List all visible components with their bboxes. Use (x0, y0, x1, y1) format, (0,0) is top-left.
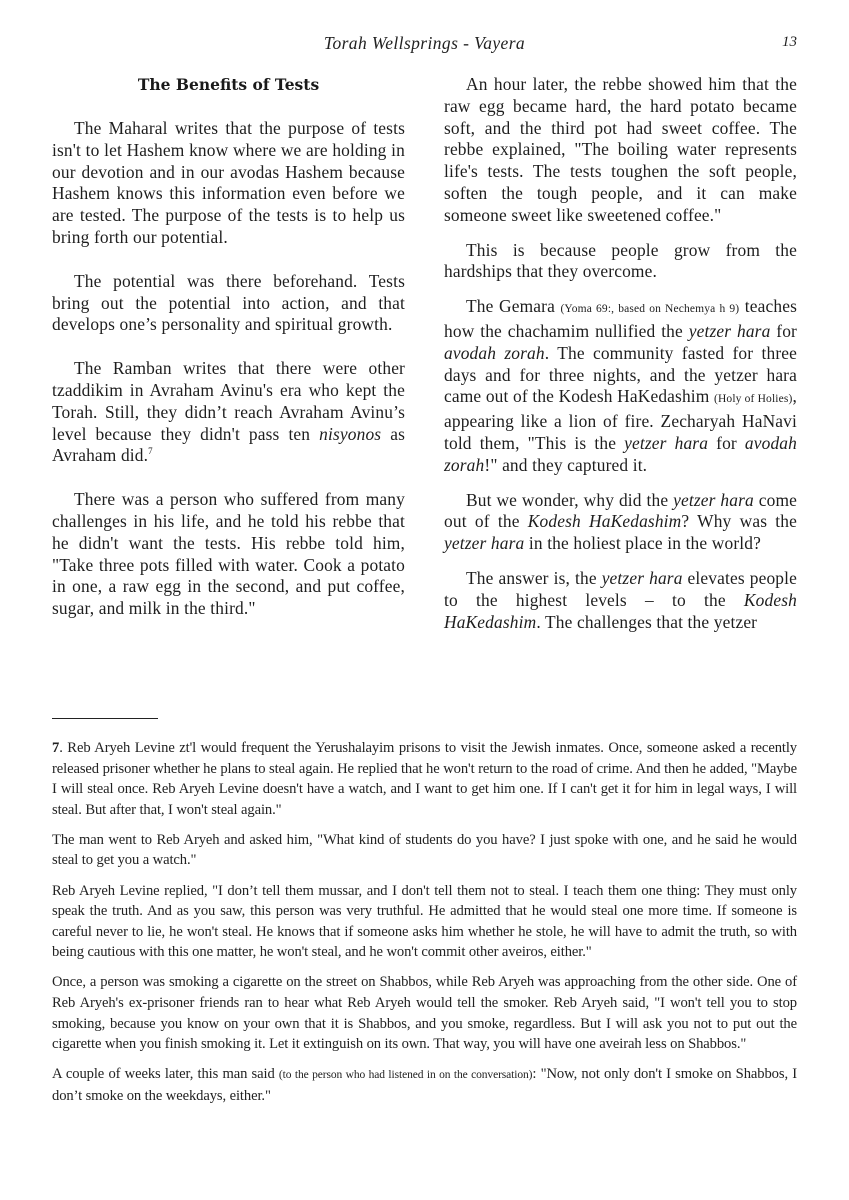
footnote-paragraph (52, 1064, 797, 1106)
paragraph-potential: The potential was there beforehand. Tests bring out the potential into action, and that develops one’s personality and spiritual growth. (52, 270, 405, 335)
footnote-paragraph: Reb Aryeh Levine replied, "I don’t tell them mussar, and I don't tell them not to steal. I teach them one thing: They must only speak the truth. And as you saw, this person was very truthful. He admitted that he would steal one more time. If someone is careful never to lie, he won't steal. He knows that if someone asks him whether he stole, he will have to admit the truth, so with being cautious with this one matter, he won't steal, and he won't commit other aveiros, either." (52, 882, 797, 961)
text: !" and they captured it. (484, 454, 648, 475)
paragraph-ramban (52, 358, 405, 467)
paragraph-answer (444, 568, 797, 633)
paragraph-hour-later: An hour later, the rebbe showed him that the raw egg became hard, the hard potato became soft, and the third pot had sweet coffee. The rebbe explained, "The boiling water represents life's tests. The tests toughen the soft people, soften the tough people, and it can make someone sweet like sweetened coffee." (444, 74, 797, 225)
italic-term: avodah zorah (444, 432, 798, 475)
text: in the holiest place in the world? (524, 533, 761, 554)
italic-term: nisyonos (319, 423, 382, 444)
footnote-paragraph: Once, a person was smoking a cigarette on the street on Shabbos, while Reb Aryeh was approaching from the other side. One of Reb Aryeh's ex-prisoner friends ran to hear what Reb Aryeh would tell the smoker. Reb Aryeh said, "I won't tell you to stop smoking, because you know on your own that it is Shabbos, and you smoke, regardless. But I will ask you not to put out the cigarette when you finish smoking it. Let it extinguish on its own. That way, you will have one aveirah less on Shabbos." (52, 974, 797, 1053)
text: ? Why was the (681, 511, 798, 532)
text: teaches how the chachamim nullified the (444, 296, 798, 341)
text: come out of the (444, 489, 798, 532)
text: The Ramban writes that there were other tzaddikim in Avraham Avinu's era who kept the Torah. Still, they didn’t reach Avraham Avinu’s level because they didn't pass ten (52, 358, 405, 444)
italic-term: Kodesh HaKedashim (444, 589, 797, 632)
italic-term: yetzer hara (601, 567, 683, 588)
italic-term: yetzer hara (444, 533, 525, 554)
text: for (708, 432, 745, 453)
left-column (52, 74, 405, 620)
paragraph-wonder (444, 490, 797, 555)
text: A couple of weeks later, this man said (52, 1066, 279, 1083)
text: The Gemara (466, 296, 561, 317)
italic-term: yetzer hara (688, 320, 771, 341)
text: The answer is, the (466, 567, 602, 588)
text: . The challenges that the yetzer (536, 611, 758, 632)
paragraph-maharal: The Maharal writes that the purpose of tests isn't to let Hashem know where we are holding in our devotion and in our avodas Hashem because Hashem knows this information even before we are tested. The purpose of the tests is to help us bring forth our potential. (52, 118, 405, 247)
paragraph-three-pots: There was a person who suffered from many challenges in his life, and he told his rebbe that he didn't want the tests. His rebbe told him, "Take three pots filled with water. Cook a potato in one, a raw egg in the second, and put coffee, sugar, and milk in the third." (52, 489, 405, 619)
aside-note: (to the person who had listened in on the conversation) (278, 1069, 533, 1082)
text: , appearing like a lion of fire. Zecharyah HaNavi told them, "This is the (444, 386, 797, 453)
text: as Avraham did. (52, 423, 405, 466)
footnotes (52, 738, 797, 1116)
italic-term: Kodesh HaKedashim (527, 511, 682, 532)
italic-term: yetzer hara (624, 432, 709, 453)
paragraph-gemara (444, 296, 797, 476)
text: : "Now, not only don't I smoke on Shabbos, I don’t smoke on the weekdays, either." (52, 1066, 798, 1104)
italic-term: avodah zorah (444, 342, 545, 363)
footnote-paragraph: The man went to Reb Aryeh and asked him, "What kind of students do you have? I just spoke with one, and he said he would steal to get you a watch." (52, 831, 797, 869)
text: for (770, 320, 797, 341)
text: elevates people to the highest levels – to the (444, 567, 797, 610)
running-header (0, 33, 849, 57)
text: But we wonder, why did the (466, 489, 674, 510)
italic-term: yetzer hara (673, 489, 754, 510)
translation-note: (Holy of Holies) (714, 393, 793, 406)
paragraph-grow: This is because people grow from the hardships that they overcome. (444, 239, 797, 282)
footnote-number: 7 (52, 740, 60, 756)
text: . Reb Aryeh Levine zt'l would frequent the Yerushalayim prisons to visit the Jewish inmates. Once, someone asked a recently released prisoner whether he plans to steal again. He replied that he won't return to the road of crime. And then he added, "Maybe I will steal once. Reb Aryeh Levine doesn't have a watch, and I want to get him one. If I can't get it for him in legal ways, I will steal. But after that, I won't steal again." (52, 740, 797, 818)
footnote-reference[interactable]: 7 (148, 446, 153, 457)
page-number: 13 (782, 34, 797, 50)
text: . The community fasted for three days and for three nights, and the yetzer hara came out of the Kodesh HaKedashim (444, 342, 798, 407)
running-title: Torah Wellsprings - Vayera (323, 33, 526, 53)
footnote-divider (52, 718, 158, 719)
source-citation: (Yoma 69:, based on Nechemya h 9) (560, 303, 740, 316)
footnote-7 (52, 738, 797, 820)
right-column (444, 74, 797, 633)
section-title: The Benefits of Tests (137, 75, 320, 94)
